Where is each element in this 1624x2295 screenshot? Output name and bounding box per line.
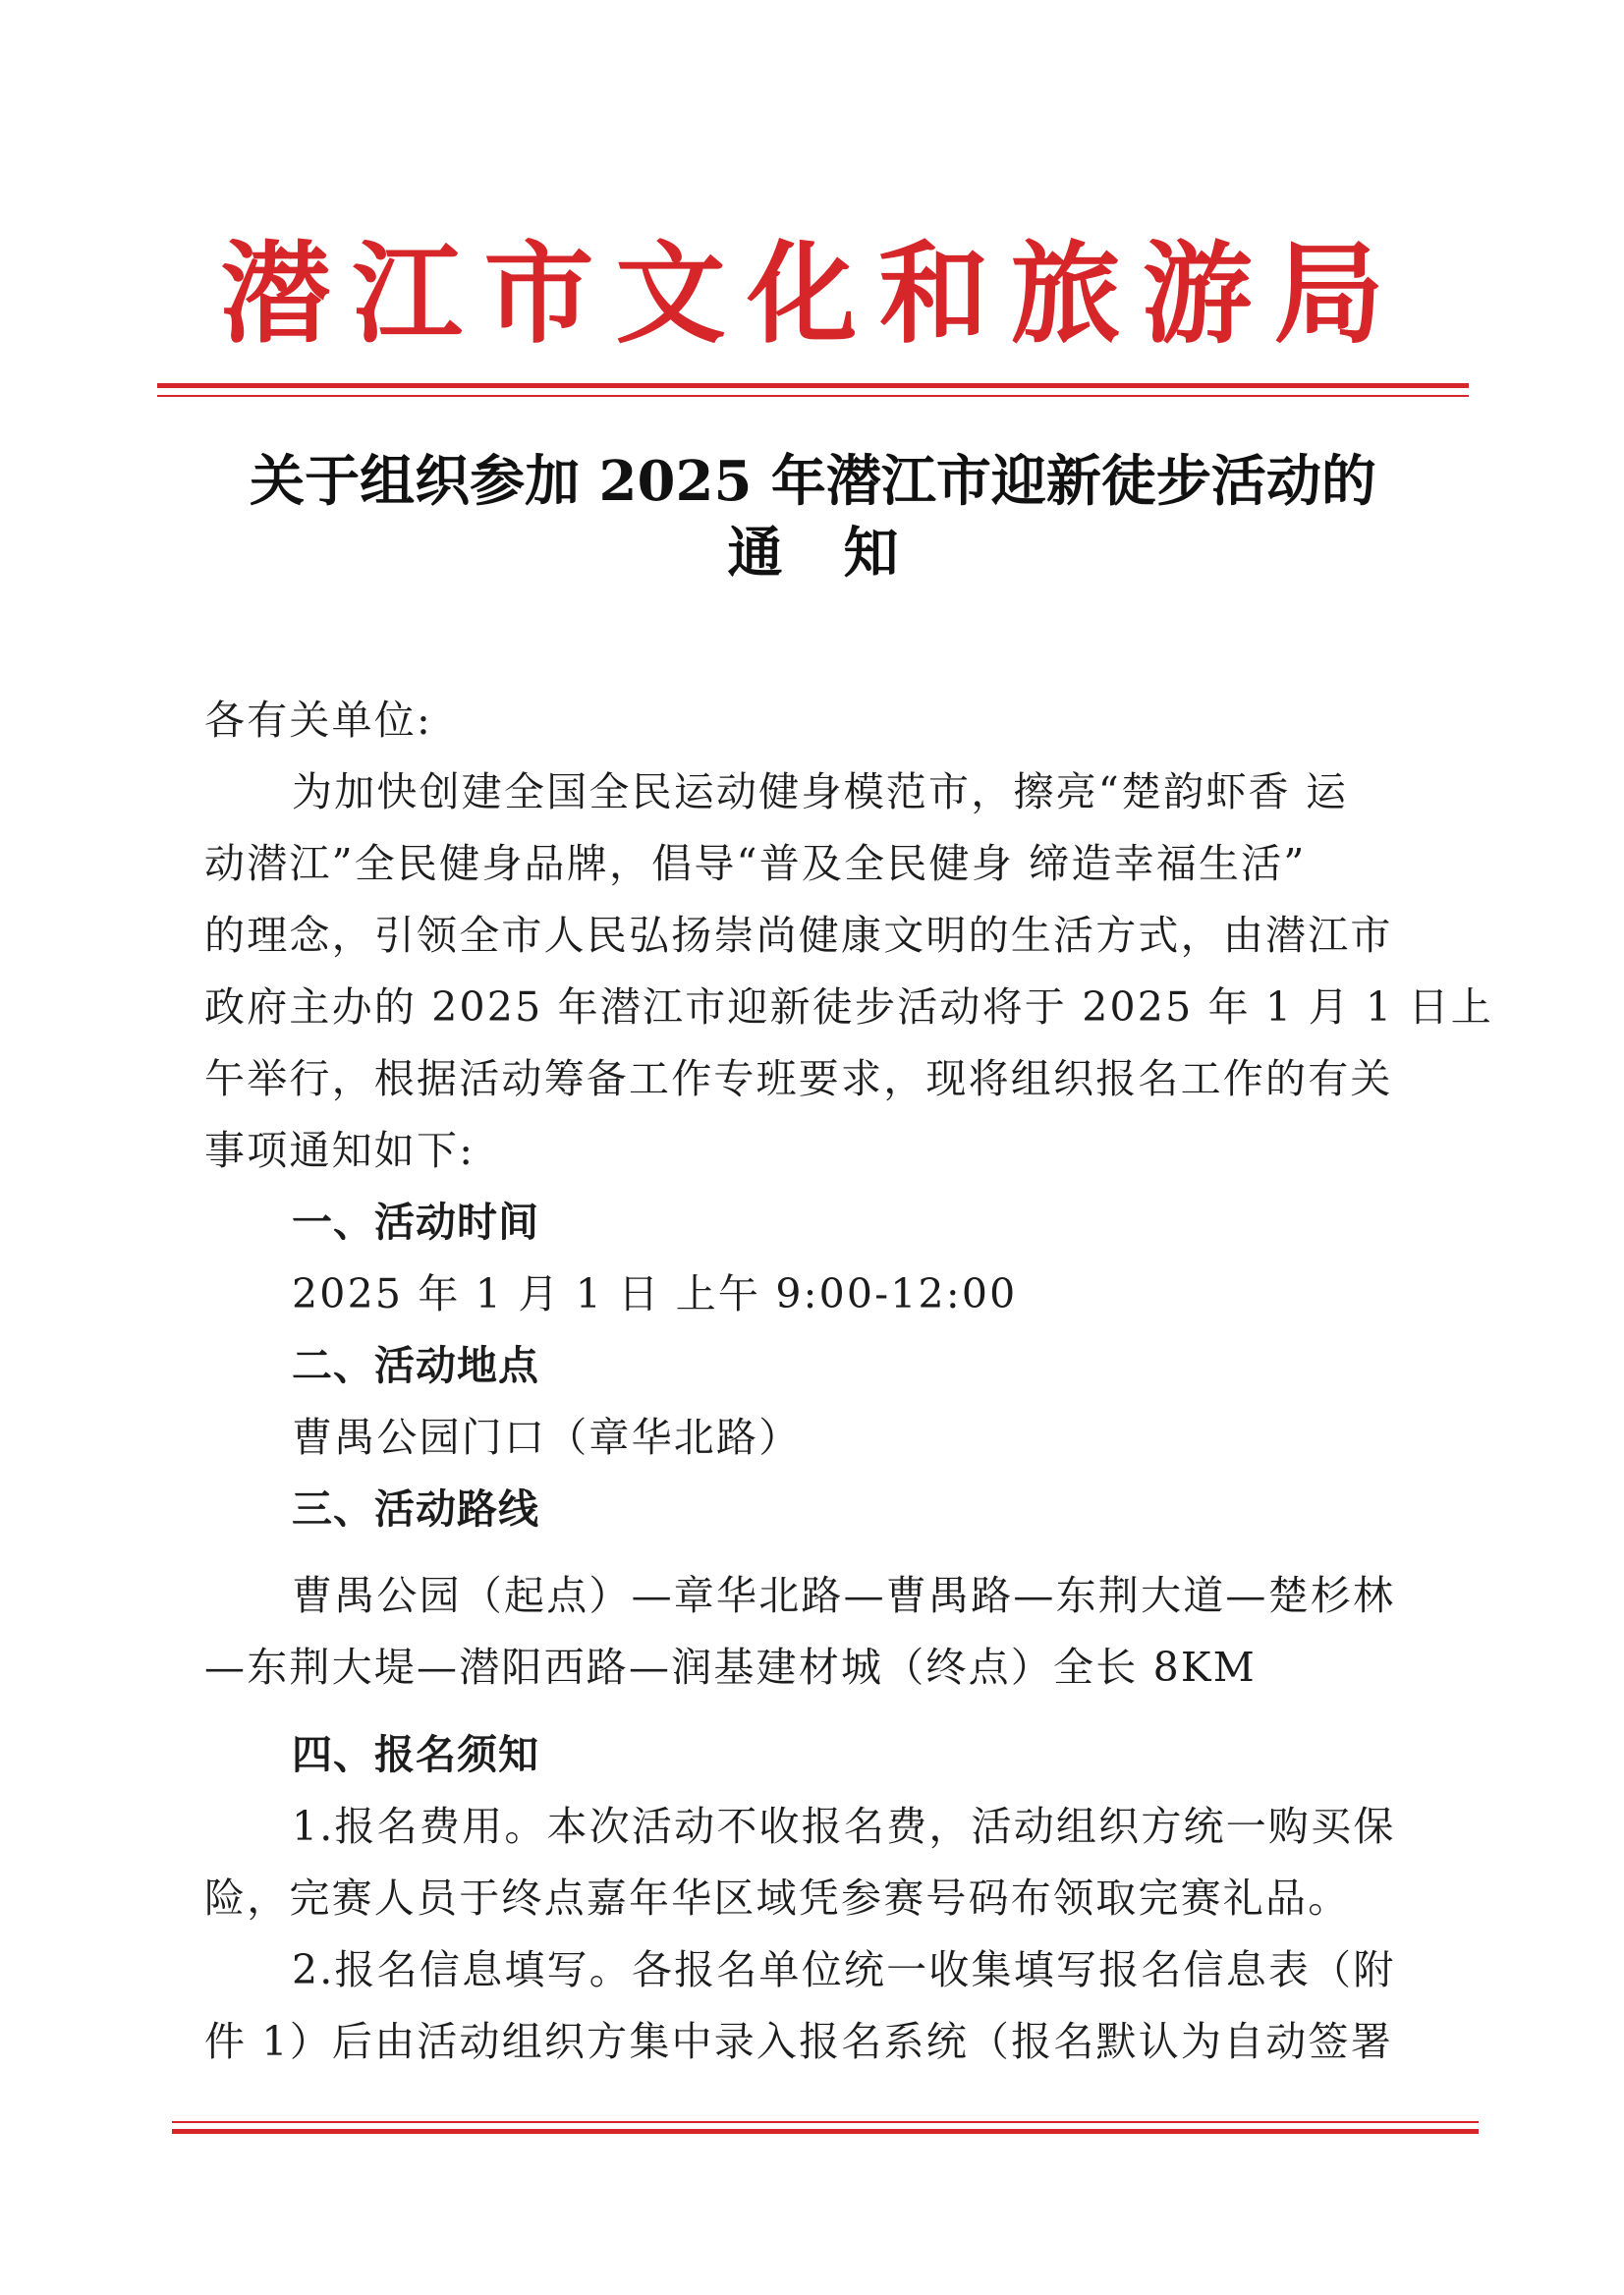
intro-line-5: 午举行，根据活动筹备工作专班要求，现将组织报名工作的有关 bbox=[204, 1055, 1393, 1102]
section-heading-location: 二、活动地点 bbox=[292, 1342, 539, 1389]
intro-line-1: 为加快创建全国全民运动健身模范市，擦亮“楚韵虾香 运 bbox=[292, 768, 1349, 815]
section-route-line-1: 曹禺公园（起点）—章华北路—曹禺路—东荆大道—楚杉林 bbox=[292, 1572, 1396, 1619]
section-route-line-2: —东荆大堤—潜阳西路—润基建材城（终点）全长 8KM bbox=[204, 1644, 1257, 1691]
header-rule-thick bbox=[157, 383, 1469, 388]
registration-line-2: 险，完赛人员于终点嘉年华区域凭参赛号码布领取完赛礼品。 bbox=[204, 1875, 1351, 1922]
registration-line-4: 件 1）后由活动组织方集中录入报名系统（报名默认为自动签署 bbox=[204, 2018, 1393, 2065]
intro-line-2: 动潜江”全民健身品牌，倡导“普及全民健身 缔造幸福生活” bbox=[204, 840, 1307, 887]
section-heading-time: 一、活动时间 bbox=[292, 1199, 539, 1246]
registration-line-3: 2.报名信息填写。各报名单位统一收集填写报名信息表（附 bbox=[292, 1946, 1396, 1993]
intro-line-4: 政府主办的 2025 年潜江市迎新徒步活动将于 2025 年 1 月 1 日上 bbox=[204, 983, 1493, 1031]
section-location-content: 曹禺公园门口（章华北路） bbox=[292, 1414, 802, 1461]
section-time-content: 2025 年 1 月 1 日 上午 9:00-12:00 bbox=[292, 1270, 1018, 1317]
intro-line-3: 的理念，引领全市人民弘扬崇尚健康文明的生活方式，由潜江市 bbox=[204, 912, 1393, 959]
registration-line-1: 1.报名费用。本次活动不收报名费，活动组织方统一购买保 bbox=[292, 1803, 1396, 1850]
salutation: 各有关单位: bbox=[204, 697, 433, 744]
section-heading-registration: 四、报名须知 bbox=[292, 1731, 539, 1778]
header-rule-thin bbox=[157, 395, 1469, 397]
document-title-line-1: 关于组织参加 2025 年潜江市迎新徒步活动的 bbox=[250, 449, 1376, 514]
section-heading-route: 三、活动路线 bbox=[292, 1485, 539, 1533]
footer-rule-thin bbox=[172, 2121, 1479, 2123]
intro-line-6: 事项通知如下: bbox=[204, 1127, 476, 1174]
footer-rule-thick bbox=[172, 2129, 1479, 2134]
document-title-line-2: 通知 bbox=[727, 521, 960, 586]
issuing-organization-header: 潜江市文化和旅游局 bbox=[220, 230, 1406, 359]
